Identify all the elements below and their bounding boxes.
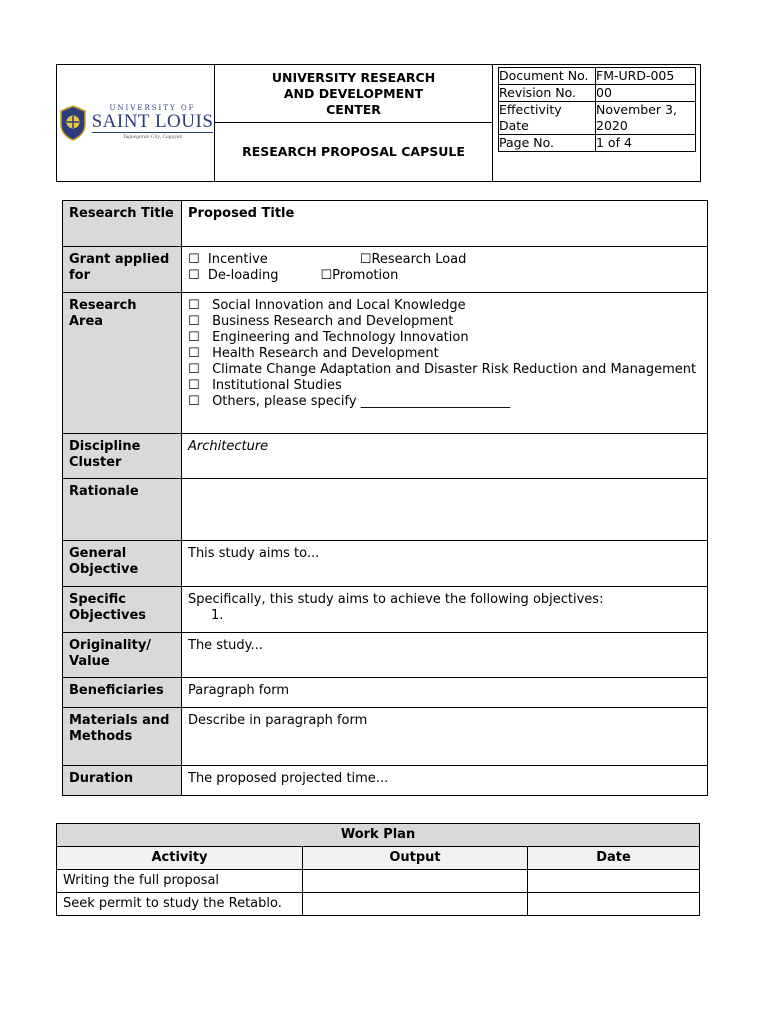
checkbox-icon: ☐ [188,268,200,283]
work-plan-title-row [57,824,700,847]
checkbox-icon: ☐ [320,268,333,283]
checkbox-area-business-research[interactable] [188,314,701,330]
row-general-objective [63,541,708,587]
value-rationale[interactable] [182,479,708,541]
office-name-line-3: CENTER [326,102,381,117]
row-research-area [63,293,708,434]
checkbox-icon: ☐ [188,394,200,409]
value-specific-objectives[interactable] [182,587,708,633]
research-area-options [182,293,708,434]
checkbox-area-climate-change[interactable] [188,362,701,378]
university-seal-icon [58,104,88,142]
label-materials-methods: Materials and Methods [63,708,182,766]
label-research-area: Research Area [63,293,182,434]
cell-activity[interactable]: Writing the full proposal [57,870,303,893]
checkbox-area-engineering[interactable] [188,330,701,346]
row-research-title [63,201,708,247]
document-header [56,64,701,182]
value-originality[interactable]: The study... [182,633,708,678]
logo-cell [57,65,215,182]
label-duration: Duration [63,766,182,796]
label-specific-objectives: Specific Objectives [63,587,182,633]
table-row [57,893,700,916]
checkbox-area-social-innovation[interactable] [188,298,701,314]
area-option-label: Social Innovation and Local Knowledge [212,298,466,313]
work-plan-table [56,823,700,916]
label-grant-applied-for: Grant applied for [63,247,182,293]
column-header-date: Date [528,847,700,870]
meta-label-page-no: Page No. [499,135,596,152]
document-meta [498,67,696,152]
checkbox-incentive[interactable] [188,252,268,267]
meta-value-effectivity-date: November 3, 2020 [596,102,696,135]
proposal-capsule-table [62,200,708,796]
office-name-line-2: AND DEVELOPMENT [283,86,424,101]
value-materials-methods[interactable]: Describe in paragraph form [182,708,708,766]
label-rationale: Rationale [63,479,182,541]
checkbox-icon: ☐ [188,298,200,313]
area-option-label: Engineering and Technology Innovation [212,330,469,345]
value-research-title[interactable]: Proposed Title [182,201,708,247]
meta-row [499,85,696,102]
label-originality-value: Originality/ Value [63,633,182,678]
checkbox-area-institutional[interactable] [188,378,701,394]
office-name [215,65,492,123]
office-name-line-1: UNIVERSITY RESEARCH [271,70,436,85]
value-duration[interactable]: The proposed projected time... [182,766,708,796]
cell-date[interactable] [528,870,700,893]
checkbox-de-loading[interactable] [188,268,279,283]
specific-objectives-item-1: 1. [211,608,224,623]
checkbox-area-others[interactable] [188,394,701,410]
meta-row [499,135,696,152]
row-rationale [63,479,708,541]
area-option-label: Institutional Studies [212,378,342,393]
area-option-label: Others, please specify _______________________ [212,394,511,409]
checkbox-icon: ☐ [188,346,200,361]
work-plan-header-row [57,847,700,870]
logo-university-of: UNIVERSITY OF [109,104,196,113]
university-logo [57,65,214,181]
cell-activity[interactable]: Seek permit to study the Retablo. [57,893,303,916]
checkbox-icon: ☐ [188,378,200,393]
checkbox-icon: ☐ [188,362,200,377]
value-beneficiaries[interactable]: Paragraph form [182,678,708,708]
meta-value-page-no: 1 of 4 [596,135,696,152]
row-beneficiaries [63,678,708,708]
meta-row [499,102,696,135]
label-discipline-cluster: Discipline Cluster [63,434,182,479]
logo-name: SAINT LOUIS [91,111,214,133]
meta-row [499,68,696,85]
meta-label-effectivity-date: Effectivity Date [499,102,596,135]
document-meta-cell [493,65,701,182]
value-general-objective[interactable]: This study aims to... [182,541,708,587]
checkbox-icon: ☐ [359,252,372,267]
logo-rule [92,132,214,133]
option-incentive-label: Incentive [207,252,268,267]
meta-label-document-no: Document No. [499,68,596,85]
row-grant [63,247,708,293]
checkbox-icon: ☐ [188,330,200,345]
row-materials-methods [63,708,708,766]
area-option-label: Health Research and Development [212,346,439,361]
column-header-output: Output [303,847,528,870]
form-title: RESEARCH PROPOSAL CAPSULE [242,144,465,159]
column-header-activity: Activity [57,847,303,870]
cell-output[interactable] [303,893,528,916]
table-row [57,870,700,893]
specific-objectives-intro: Specifically, this study aims to achieve the following objectives: [188,592,604,607]
label-beneficiaries: Beneficiaries [63,678,182,708]
meta-value-document-no: FM-URD-005 [596,68,696,85]
checkbox-research-load[interactable] [360,252,467,267]
value-discipline-cluster[interactable]: Architecture [182,434,708,479]
cell-date[interactable] [528,893,700,916]
label-research-title: Research Title [63,201,182,247]
option-promotion-label: Promotion [332,268,399,283]
grant-options-line-2 [188,268,701,284]
logo-wordmark [92,105,214,141]
grant-options-line-1 [188,252,701,268]
meta-label-revision-no: Revision No. [499,85,596,102]
checkbox-icon: ☐ [188,252,200,267]
work-plan-title: Work Plan [57,824,700,847]
office-title-cell [215,65,493,182]
logo-location: Tuguegarao City, Cagayan [122,134,183,141]
option-de-loading-label: De-loading [207,268,279,283]
checkbox-icon: ☐ [188,314,200,329]
row-specific-objectives [63,587,708,633]
area-option-label: Climate Change Adaptation and Disaster Risk Reduction and Management [212,362,697,377]
row-originality [63,633,708,678]
label-general-objective: General Objective [63,541,182,587]
area-option-label: Business Research and Development [212,314,454,329]
row-duration [63,766,708,796]
meta-value-revision-no: 00 [596,85,696,102]
checkbox-promotion[interactable] [321,268,399,283]
option-research-load-label: Research Load [371,252,467,267]
cell-output[interactable] [303,870,528,893]
checkbox-area-health[interactable] [188,346,701,362]
row-discipline-cluster [63,434,708,479]
grant-options [182,247,708,293]
